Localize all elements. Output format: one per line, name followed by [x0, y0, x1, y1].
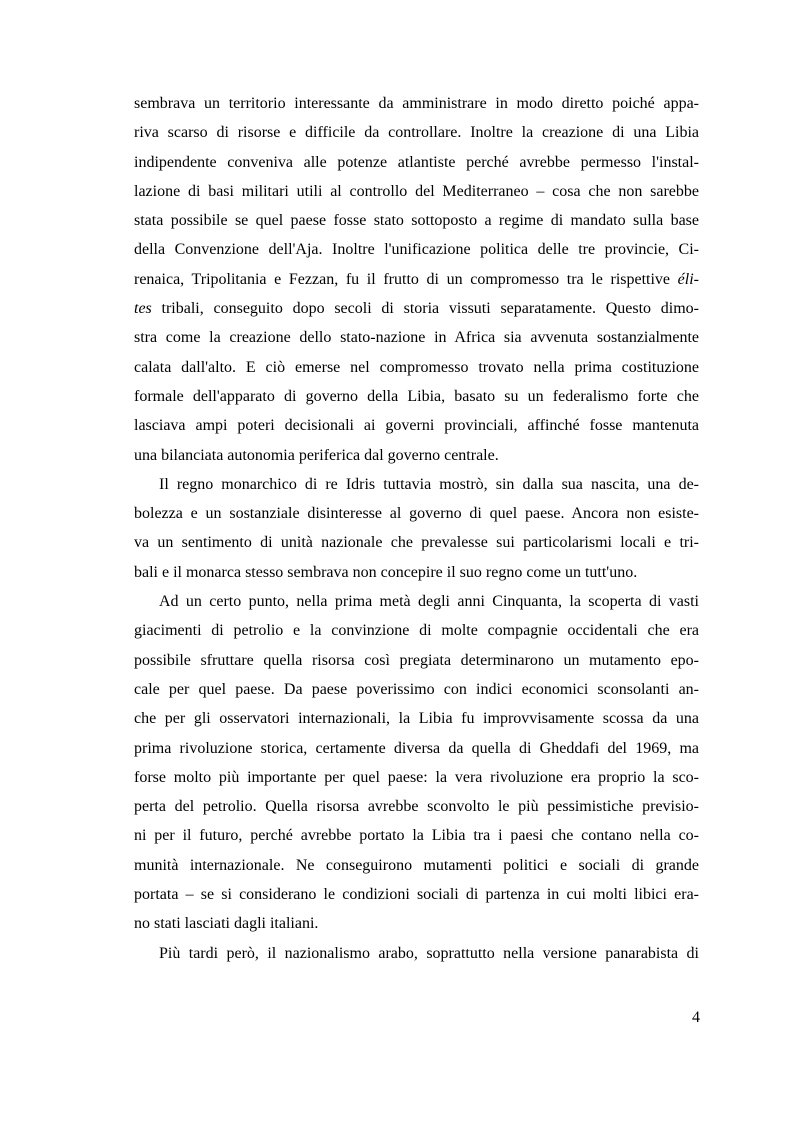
text-line: Ad un certo punto, nella prima metà degli anni Cinquanta, la scoperta di vasti — [159, 593, 699, 611]
text-line: giacimenti di petrolio e la convinzione di molte compagnie occidentali che era — [134, 622, 699, 640]
text-line: ni per il futuro, perché avrebbe portato la Libia tra i paesi che contano nella co- — [134, 827, 699, 845]
text-line: cale per quel paese. Da paese poverissimo con indici economici sconsolanti an- — [134, 680, 699, 698]
body-text — [134, 89, 699, 968]
text-line: prima rivoluzione storica, certamente diversa da quella di Gheddafi del 1969, ma — [134, 739, 699, 757]
text-line: munità internazionale. Ne conseguirono mutamenti politici e sociali di grande — [134, 856, 699, 874]
text-line: formale dell'apparato di governo della Libia, basato su un federalismo forte che — [134, 387, 699, 405]
text-line: stra come la creazione dello stato-nazione in Africa sia avvenuta sostanzialmente — [134, 329, 699, 347]
text-line: portata – se si considerano le condizioni sociali di partenza in cui molti libici era- — [134, 886, 699, 904]
text-fragment: tribali, conseguito dopo secoli di storia vissuti separatamente. Questo dimo- — [151, 300, 699, 318]
text-line: che per gli osservatori internazionali, la Libia fu improvvisamente scossa da una — [134, 710, 699, 728]
text-line: indipendente conveniva alle potenze atlantiste perché avrebbe permesso l'instal- — [134, 153, 699, 171]
text-line: una bilanciata autonomia periferica dal governo centrale. — [134, 446, 499, 464]
text-line: possibile sfruttare quella risorsa così pregiata determinarono un mutamento epo- — [134, 651, 699, 669]
text-line: Il regno monarchico di re Idris tuttavia mostrò, sin dalla sua nascita, una de- — [159, 475, 699, 493]
text-line: bali e il monarca stesso sembrava non concepire il suo regno come un tutt'uno. — [134, 563, 638, 581]
text-line: lasciava ampi poteri decisionali ai governi provinciali, affinché fosse mantenuta — [134, 417, 699, 435]
text-line: lazione di basi militari utili al controllo del Mediterraneo – cosa che non sarebbe — [134, 182, 699, 200]
text-line: forse molto più importante per quel paese: la vera rivoluzione era proprio la sco- — [134, 768, 699, 786]
text-line: riva scarso di risorse e difficile da controllare. Inoltre la creazione di una Libia — [134, 124, 699, 142]
text-line: sembrava un territorio interessante da amministrare in modo diretto poiché appa- — [134, 95, 699, 112]
text-line — [134, 294, 699, 323]
text-line: va un sentimento di unità nazionale che prevalesse sui particolarismi locali e tri- — [134, 534, 699, 552]
page-number: 4 — [692, 1009, 700, 1026]
text-fragment: renaica, Tripolitania e Fezzan, fu il frutto di un compromesso tra le rispettive — [134, 270, 678, 288]
italic-term: tes — [134, 300, 152, 318]
text-line: perta del petrolio. Quella risorsa avrebbe sconvolto le più pessimistiche previsio- — [134, 798, 699, 816]
italic-term: éli- — [677, 270, 699, 288]
text-line: stata possibile se quel paese fosse stato sottoposto a regime di mandato sulla base — [134, 212, 699, 230]
text-line: calata dall'alto. E ciò emerse nel compromesso trovato nella prima costituzione — [134, 358, 699, 376]
text-line: della Convenzione dell'Aja. Inoltre l'unificazione politica delle tre provincie, Ci- — [134, 241, 699, 259]
text-line: bolezza e un sostanziale disinteresse al governo di quel paese. Ancora non esiste- — [134, 505, 699, 523]
text-line — [134, 265, 699, 294]
text-line: no stati lasciati dagli italiani. — [134, 915, 319, 933]
text-line: Più tardi però, il nazionalismo arabo, soprattutto nella versione panarabista di — [159, 944, 699, 962]
